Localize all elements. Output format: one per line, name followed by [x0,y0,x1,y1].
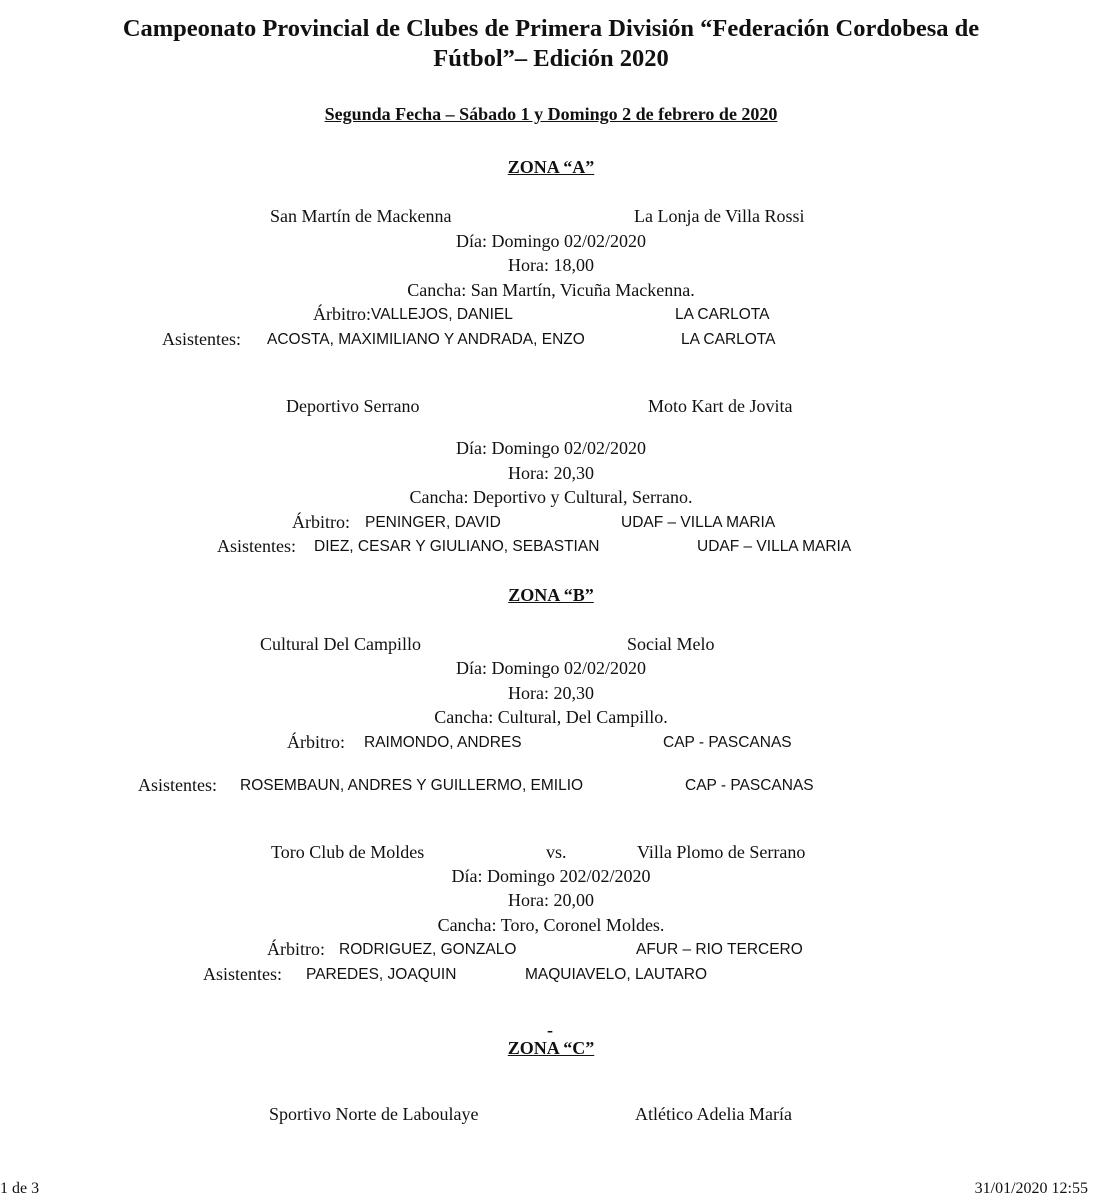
zona-a-m2-time: Hora: 20,30 [508,463,594,483]
zona-b-m1-assistants-org: CAP - PASCANAS [685,777,814,794]
zona-b-m1-home-team: Cultural Del Campillo [260,634,421,654]
zona-a-m2-date: Día: Domingo 02/02/2020 [456,438,646,458]
zona-b-m2-referee-org: AFUR – RIO TERCERO [636,941,803,958]
zona-c-dash: - [547,1020,553,1040]
zona-a-m1-referee-label: Árbitro: [313,304,371,324]
zona-b-m2-time: Hora: 20,00 [508,890,594,910]
zona-b-m2-field: Cancha: Toro, Coronel Moldes. [437,915,665,935]
zona-b-m2-referee-name: RODRIGUEZ, GONZALO [339,941,517,958]
zona-b-m1-away-team: Social Melo [627,634,715,654]
zona-b-m1-assistants-names: ROSEMBAUN, ANDRES Y GUILLERMO, EMILIO [240,777,584,794]
zona-b-m2-referee-label: Árbitro: [267,939,325,959]
print-timestamp: 31/01/2020 12:55 [974,1180,1088,1197]
zona-a-m1-home-team: San Martín de Mackenna [270,206,452,226]
zona-a-m2-referee-name: PENINGER, DAVID [365,514,501,531]
zona-b-m2-home-team: Toro Club de Moldes [271,842,425,862]
zona-c-m1-away-team: Atlético Adelia María [635,1104,792,1124]
zona-a-m1-time: Hora: 18,00 [508,255,594,275]
zona-a-m2-field: Cancha: Deportivo y Cultural, Serrano. [409,487,693,507]
zona-b-m1-referee-name: RAIMONDO, ANDRES [364,734,522,751]
zona-b-m1-referee-label: Árbitro: [287,732,345,752]
zona-a-m1-assistants-label: Asistentes: [162,329,241,349]
zona-a-m2-away-team: Moto Kart de Jovita [648,396,793,416]
title-line-1: Campeonato Provincial de Clubes de Primera División “Federación Cordobesa de [122,15,980,42]
zona-b-m1-referee-org: CAP - PASCANAS [663,734,792,751]
zona-b-heading: ZONA “B” [508,585,594,605]
zona-a-m2-assistants-names: DIEZ, CESAR Y GIULIANO, SEBASTIAN [314,538,600,555]
zona-a-heading: ZONA “A” [507,157,595,177]
zona-b-m2-assistant-1: PAREDES, JOAQUIN [306,966,457,983]
zona-b-m1-field: Cancha: Cultural, Del Campillo. [434,707,668,727]
zona-a-m1-assistants-org: LA CARLOTA [681,331,776,348]
zona-a-m2-referee-label: Árbitro: [292,512,350,532]
zona-b-m2-date: Día: Domingo 202/02/2020 [451,866,651,886]
zona-b-m1-assistants-label: Asistentes: [138,775,217,795]
zona-b-m2-assistant-2: MAQUIAVELO, LAUTARO [525,966,708,983]
zona-c-heading: ZONA “C” [507,1038,595,1058]
round-subtitle: Segunda Fecha – Sábado 1 y Domingo 2 de febrero de 2020 [324,104,778,124]
page-number: 1 de 3 [0,1180,40,1197]
zona-b-m1-date: Día: Domingo 02/02/2020 [456,658,646,678]
zona-a-m1-field: Cancha: San Martín, Vicuña Mackenna. [407,280,695,300]
zona-b-m1-time: Hora: 20,30 [508,683,594,703]
zona-b-m2-assistants-label: Asistentes: [203,964,282,984]
zona-a-m1-referee-name: VALLEJOS, DANIEL [371,306,513,323]
zona-a-m1-away-team: La Lonja de Villa Rossi [634,206,805,226]
zona-a-m1-date: Día: Domingo 02/02/2020 [456,231,646,251]
zona-a-m1-referee-org: LA CARLOTA [675,306,770,323]
zona-a-m2-home-team: Deportivo Serrano [286,396,420,416]
zona-a-m1-assistants-names: ACOSTA, MAXIMILIANO Y ANDRADA, ENZO [267,331,585,348]
zona-b-m2-vs: vs. [546,842,567,862]
title-line-2: Fútbol”– Edición 2020 [433,45,669,72]
zona-a-m2-assistants-org: UDAF – VILLA MARIA [697,538,852,555]
zona-a-m2-assistants-label: Asistentes: [217,536,296,556]
zona-a-m2-referee-org: UDAF – VILLA MARIA [621,514,776,531]
zona-b-m2-away-team: Villa Plomo de Serrano [637,842,806,862]
document-title [0,14,1102,74]
zona-c-m1-home-team: Sportivo Norte de Laboulaye [269,1104,479,1124]
